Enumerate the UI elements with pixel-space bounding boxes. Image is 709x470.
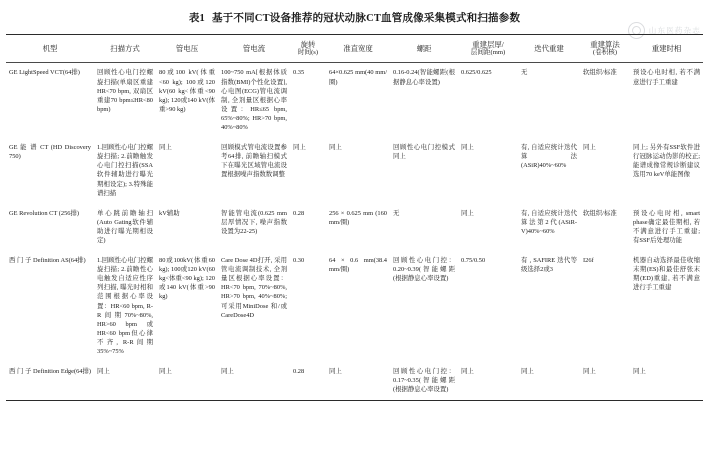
cell-algo: I26f [583, 257, 594, 265]
column-header-thickness-line1: 重建层厚/ [472, 40, 504, 49]
cell-model: 西 门 子 Definition AS(64排) [9, 257, 86, 265]
cell-iter: 无 [518, 63, 580, 138]
column-header-algorithm-line1: 重建算法 [590, 40, 620, 49]
column-header-rotation-line1: 旋转 [300, 40, 316, 49]
cell-algo: 同上 [583, 368, 596, 376]
table-row [6, 63, 703, 138]
cell-model: 西 门 子 Definition Edge(64排) [9, 368, 91, 376]
cell-mode: 1.回顾性心电门控螺旋扫描; 2.前瞻触发心电门控扫描(SSA软件辅助进行曝光期相设定); 3.特殊能谱扫描 [97, 144, 153, 197]
cell-ma: 100~750 mA[根据体质指数(BMI)个性化设置], 心电图(ECG)管电流调制, 全剂量区根据心率设置：HR≤65 bpm, 65%~80%; HR>70 bpm, 40%~80% [218, 63, 290, 138]
cell-algo: 同上 [583, 144, 596, 152]
cell-pitch: 回顾性心电门控模式同上 [393, 144, 455, 161]
cell-iter: 有, 自适应统计迭代算法(ASiR)40%~60% [521, 144, 577, 170]
column-header-collimation [326, 35, 390, 63]
cell-ma: Care Dose 4D打开, 采用管电流调制技术, 全剂量区根据心率设置：HR<70 bpm, 70%~80%, HR>70 bpm, 40%~80%; 可采用MiniDose 和/或CareDose4D [221, 257, 287, 319]
column-header-mode-label: 扫描方式 [110, 44, 140, 54]
watermark-text: 山东医药杂志 [648, 26, 701, 35]
cell-algo: 软组织/标准 [580, 63, 630, 138]
bottom-rule [6, 401, 703, 403]
cell-thick: 0.625/0.625 [458, 63, 518, 138]
ct-parameters-table [6, 34, 703, 402]
cell-pitch: 回顾性心电门控：0.20~0.39(智能螺距(根据静息心率设置) [393, 257, 455, 283]
table-container [6, 34, 703, 402]
cell-mode: 回顾性心电门控螺旋扫描(单扇区重建HR<70 bpm, 双扇区重建70 bpm≤HR<80 bpm) [94, 63, 156, 138]
cell-rot: 0.28 [293, 368, 305, 376]
cell-phase: 同上; 另外有SSF软件进行冠脉运动伪影的校正; 能谱成像常规诊断建议选用70 keV单能图像 [633, 144, 700, 179]
cell-coll: 同上 [329, 368, 342, 376]
cell-kv: kV辅助 [159, 209, 180, 217]
cell-phase: 预设心电时相, smart phase确定最佳期相, 若不满意进行手工重建; 有SSF后处理功能 [633, 209, 700, 244]
column-header-rotation-line2: 时间(s) [297, 49, 319, 57]
cell-rot: 0.35 [290, 63, 326, 138]
cell-phase: 机器自动选择最佳收缩末期(ES)和最佳舒张末期(ED)重建, 若不满意进行手工重建 [633, 257, 700, 292]
cell-rot: 同上 [293, 144, 306, 152]
cell-iter: 同上 [521, 368, 534, 376]
column-header-thickness-line2: 层间距(mm) [470, 49, 506, 57]
table-bottom-rule [6, 401, 703, 403]
column-header-iterative-recon [518, 35, 580, 63]
cell-pitch: 无 [393, 209, 400, 217]
column-header-kv-label: 管电压 [175, 44, 199, 54]
table-number: 表1 [188, 13, 205, 24]
column-header-iterative-label: 迭代重建 [534, 44, 564, 54]
cell-model: GE LightSpeed VCT(64排) [6, 63, 94, 138]
cell-mode: 同上 [97, 368, 110, 376]
cell-algo: 软组织/标准 [583, 209, 617, 217]
table-body [6, 63, 703, 402]
table-row [6, 251, 703, 362]
column-header-phase-label: 重建时相 [651, 44, 682, 54]
column-header-model [6, 35, 94, 63]
cell-kv: 同上 [159, 368, 172, 376]
column-header-algorithm-line2: (卷积核) [592, 49, 618, 57]
column-header-slice-thickness [458, 35, 518, 63]
column-header-pitch-label: 螺距 [416, 44, 432, 54]
cell-kv: 同上 [159, 144, 172, 152]
column-header-model-label: 机型 [42, 44, 58, 54]
column-header-mode [94, 35, 156, 63]
cell-iter: 有 , SAFIRE 迭代等级选择2或3 [521, 257, 577, 274]
table-row [6, 362, 703, 401]
column-header-pitch [390, 35, 458, 63]
column-header-kv [156, 35, 218, 63]
cell-ma: 同上 [221, 368, 234, 376]
table-caption [0, 12, 709, 26]
cell-thick: 同上 [461, 368, 474, 376]
table-row [6, 138, 703, 204]
column-header-recon-phase [630, 35, 703, 63]
cell-model: GE 能 谱 CT (HD Discovery 750) [9, 144, 91, 161]
cell-phase: 预设心电时相, 若不满意进行手工重建 [630, 63, 703, 138]
column-header-recon-algorithm [580, 35, 630, 63]
cell-coll: 64 × 0.6 mm(38.4 mm/圈) [329, 257, 387, 274]
cell-kv: 80或100kV(体重60 kg); 100或120 kV(60 kg<体重<90 kg); 120或140 kV(体重>90 kg) [159, 257, 215, 301]
cell-coll: 64×0.625 mm(40 mm/圈) [326, 63, 390, 138]
cell-iter: 有, 自适应统计迭代算法第2代(ASiR-V)40%~60% [521, 209, 577, 235]
cell-thick: 同上 [461, 209, 474, 217]
cell-coll: 同上 [329, 144, 342, 152]
cell-ma: 回顾模式管电流设置参考64排, 前瞻轴扫模式下在曝光区域管电流设置根据噪声指数数调整 [221, 144, 287, 179]
cell-ma: 智能管电流(0.625 mm层厚情况下, 噪声指数设置为22-25) [221, 209, 287, 235]
column-header-ma [218, 35, 290, 63]
cell-rot: 0.28 [293, 209, 305, 217]
cell-thick: 0.75/0.50 [461, 257, 486, 265]
cell-coll: 256 × 0.625 mm (160 mm/圈) [329, 209, 387, 226]
cell-pitch: 回顾性心电门控：0.17~0.35(智能螺距(根据静息心率设置) [393, 368, 455, 394]
column-header-collimation-label: 准直宽度 [343, 44, 373, 54]
cell-mode: 1.回顾性心电门控螺旋扫描; 2.前瞻性心电触发自适应性序列扫描, 曝光时相和范围根据心率设置：HR<60 bpm, R-R间期70%~80%, HR>60 bpm 或HR<60 bpm但心律不齐, R-R间期35%~75% [97, 257, 153, 356]
table-title: 基于不同CT设备推荐的冠状动脉CT血管成像采集模式和扫描参数 [211, 13, 521, 24]
column-header-ma-label: 管电流 [242, 44, 266, 54]
cell-thick: 同上 [461, 144, 474, 152]
header-row [6, 35, 703, 63]
cell-model: GE Revolution CT (256排) [9, 209, 79, 217]
table-head [6, 35, 703, 63]
cell-rot: 0.30 [293, 257, 305, 265]
cell-mode: 单心跳前瞻轴扫(Auto Gating软件辅助进行曝光期相设定) [97, 209, 153, 244]
column-header-rotation-time [290, 35, 326, 63]
cell-phase: 同上 [633, 368, 646, 376]
cell-pitch: 0.16-0.24(智能螺距(根据静息心率设置) [390, 63, 458, 138]
cell-kv: 80或100 kV(体重<60 kg); 100或120 kV(60 kg<体重<90 kg); 120或140 kV(体重>90 kg) [156, 63, 218, 138]
table-row [6, 204, 703, 251]
